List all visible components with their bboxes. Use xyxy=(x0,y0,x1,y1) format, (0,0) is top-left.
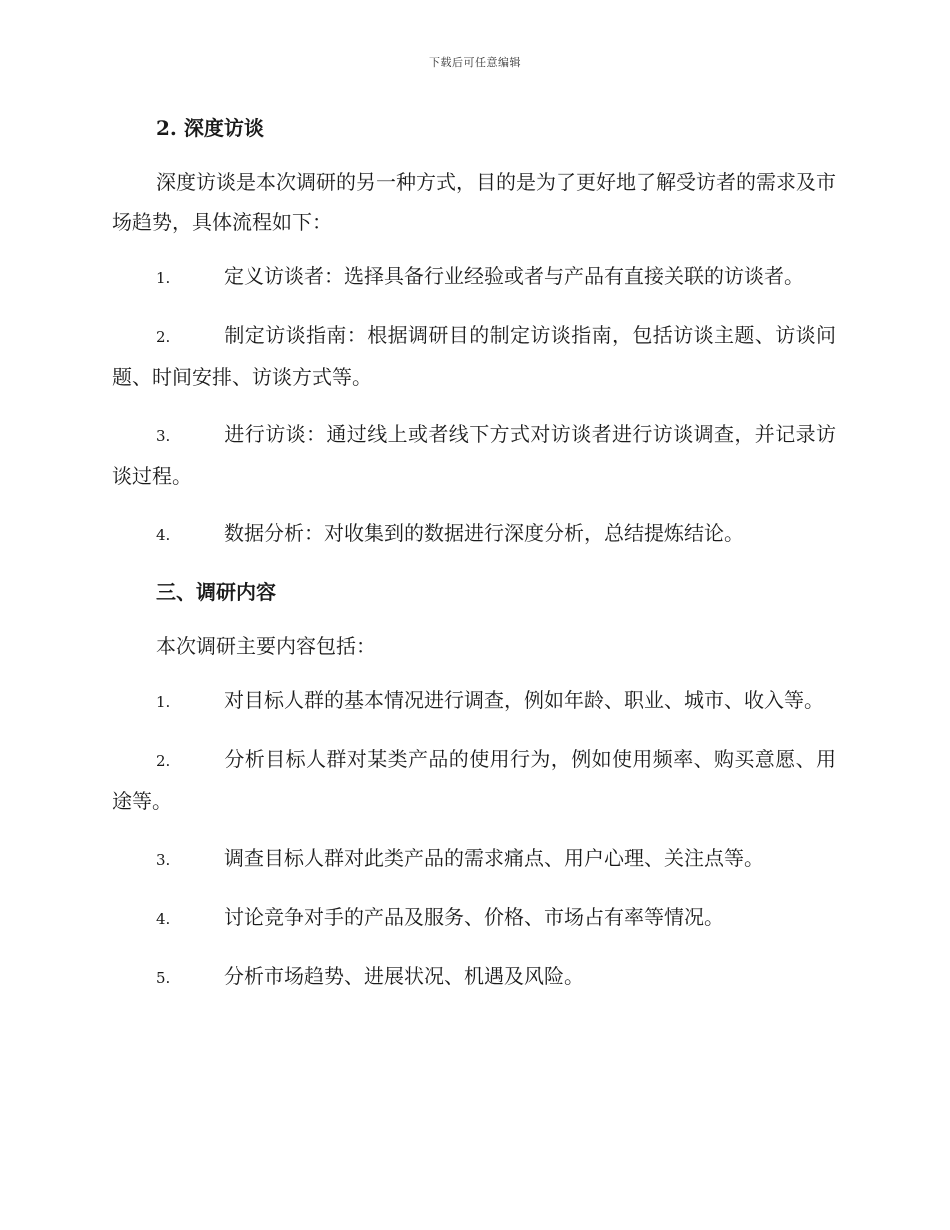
list-item-number: 3. xyxy=(156,427,171,445)
list-item xyxy=(112,739,836,821)
list-item-number: 1. xyxy=(156,693,171,711)
document-body xyxy=(112,108,836,1015)
list-item-text: 分析目标人群对某类产品的使用行为，例如使用频率、购买意愿、用途等。 xyxy=(112,747,836,813)
list-item xyxy=(112,414,836,496)
list-item-text: 调查目标人群对此类产品的需求痛点、用户心理、关注点等。 xyxy=(224,846,764,870)
list-item xyxy=(112,256,836,298)
list-item xyxy=(112,680,836,722)
section-heading-research-content: 三、调研内容 xyxy=(156,580,276,604)
list-item xyxy=(112,315,836,397)
list-item xyxy=(112,897,836,939)
list-item-text: 分析市场趋势、进展状况、机遇及风险。 xyxy=(224,964,584,988)
list-item-number: 5. xyxy=(156,969,171,987)
list-item xyxy=(112,838,836,880)
list-item-number: 1. xyxy=(156,269,171,287)
section-heading-in-depth-interview: 2. 深度访谈 xyxy=(156,116,264,140)
list-item-text: 讨论竞争对手的产品及服务、价格、市场占有率等情况。 xyxy=(224,905,724,929)
list-item-number: 4. xyxy=(156,910,171,928)
list-item-text: 制定访谈指南：根据调研目的制定访谈指南，包括访谈主题、访谈问题、时间安排、访谈方式等。 xyxy=(112,323,836,389)
list-item-text: 数据分析：对收集到的数据进行深度分析，总结提炼结论。 xyxy=(224,521,744,545)
section-intro-paragraph: 深度访谈是本次调研的另一种方式，目的是为了更好地了解受访者的需求及市场趋势，具体流程如下： xyxy=(112,170,836,234)
list-item-number: 2. xyxy=(156,328,171,346)
page-header-note: 下载后可任意编辑 xyxy=(429,56,521,69)
list-item-number: 2. xyxy=(156,752,171,770)
list-item-number: 4. xyxy=(156,526,171,544)
section-intro-paragraph: 本次调研主要内容包括： xyxy=(156,634,376,658)
list-item xyxy=(112,513,836,555)
list-item-text: 对目标人群的基本情况进行调查，例如年龄、职业、城市、收入等。 xyxy=(224,688,824,712)
list-item-text: 定义访谈者：选择具备行业经验或者与产品有直接关联的访谈者。 xyxy=(224,264,804,288)
list-item xyxy=(112,956,836,998)
list-item-number: 3. xyxy=(156,851,171,869)
list-item-text: 进行访谈：通过线上或者线下方式对访谈者进行访谈调查，并记录访谈过程。 xyxy=(112,422,836,488)
